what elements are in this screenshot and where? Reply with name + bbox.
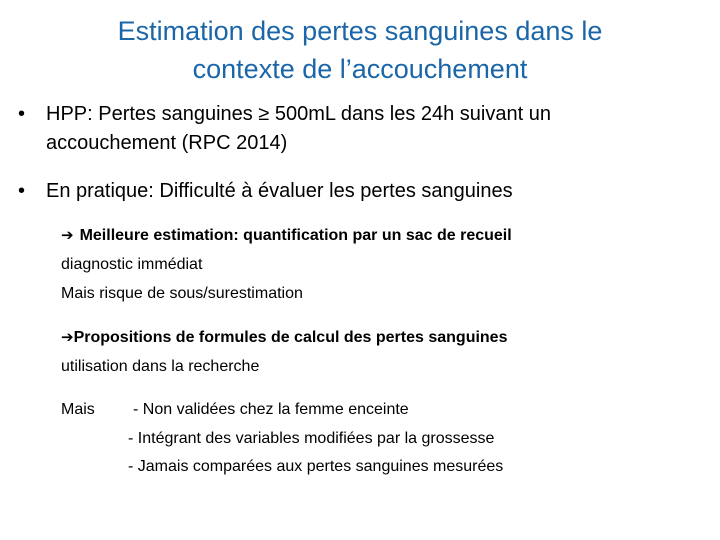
sub-point-1-bold: Meilleure estimation: quantification par un sac de recueil bbox=[79, 227, 512, 244]
slide-title bbox=[0, 12, 720, 88]
bullet-marker: • bbox=[18, 103, 26, 125]
bullet-hpp-line-1: HPP: Pertes sanguines ≥ 500mL dans les 24h suivant un bbox=[46, 103, 551, 125]
sub-point-1-line-3: Mais risque de sous/surestimation bbox=[61, 285, 303, 302]
bullet-en-pratique-text: En pratique: Difficulté à évaluer les pertes sanguines bbox=[46, 180, 513, 202]
sub-point-1-line-2: diagnostic immédiat bbox=[61, 256, 203, 273]
right-arrow-icon: ➔ bbox=[61, 227, 74, 244]
sub-point-2-heading bbox=[61, 323, 507, 352]
right-arrow-icon: ➔ bbox=[61, 329, 74, 346]
mais-label: Mais bbox=[61, 401, 95, 418]
mais-item-2: - Intégrant des variables modifiées par la grossesse bbox=[128, 430, 495, 447]
bullet-marker: • bbox=[18, 180, 26, 202]
sub-point-1-heading bbox=[61, 221, 512, 250]
bullet-hpp-line-2: accouchement (RPC 2014) bbox=[46, 132, 288, 154]
mais-item-1: - Non validées chez la femme enceinte bbox=[133, 401, 409, 418]
slide-title-line-1: Estimation des pertes sanguines dans le bbox=[117, 16, 603, 46]
slide-title-line-2: contexte de l’accouchement bbox=[192, 54, 528, 84]
sub-point-2-line-2: utilisation dans la recherche bbox=[61, 358, 260, 375]
sub-point-2-bold: Propositions de formules de calcul des pertes sanguines bbox=[73, 329, 508, 346]
mais-item-3: - Jamais comparées aux pertes sanguines mesurées bbox=[128, 458, 504, 475]
